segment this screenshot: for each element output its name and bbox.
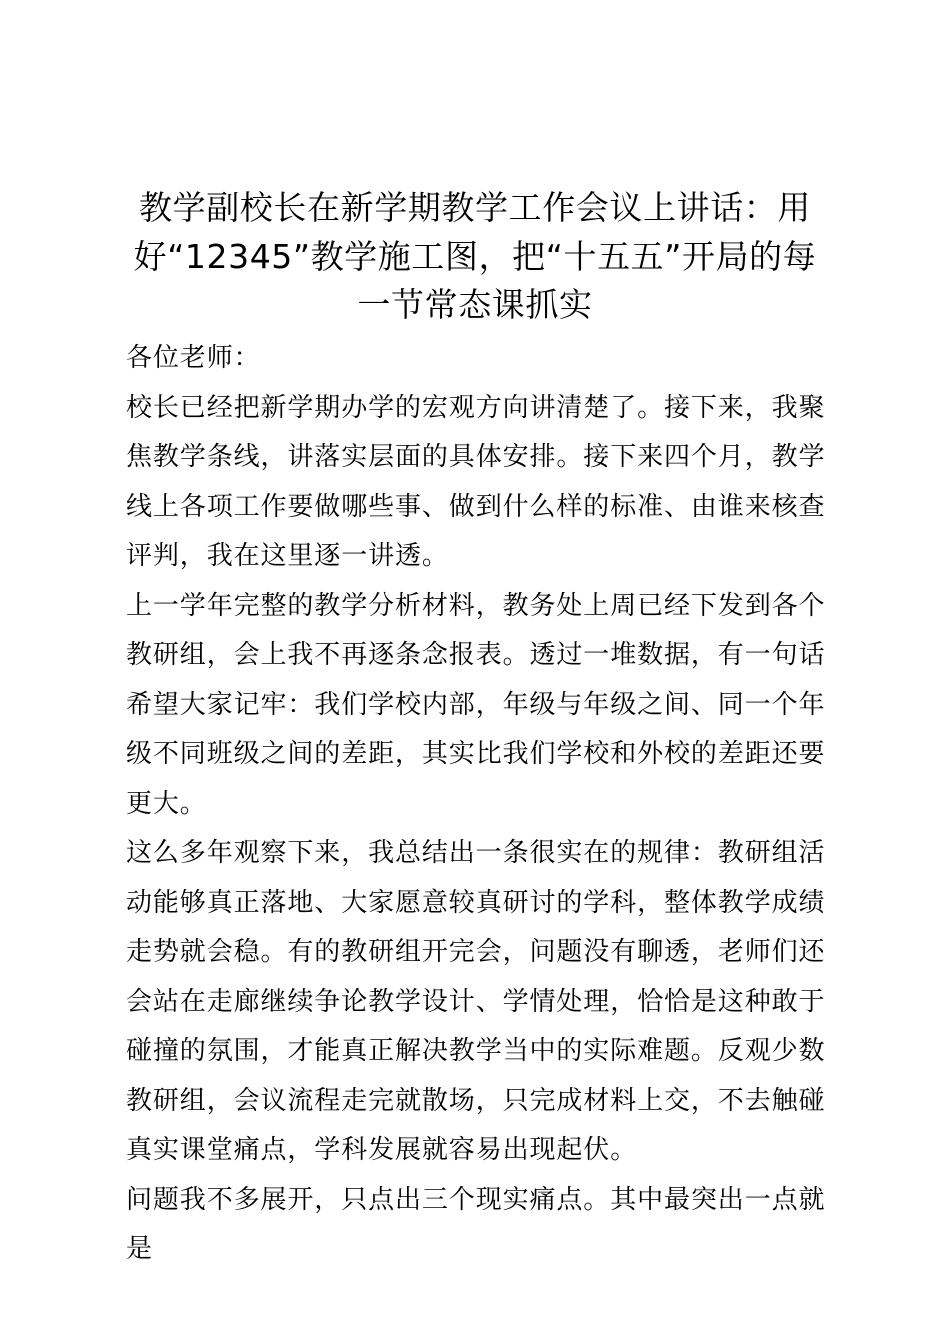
paragraph: 上一学年完整的教学分析材料，教务处上周已经下发到各个教研组，会上我不再逐条念报表。透过一堆数据，有一句话希望大家记牢：我们学校内部，年级与年级之间、同一个年级不同班级之间的差距，其实比我们学校和外校的差距还要更大。	[126, 590, 826, 819]
document-body	[126, 334, 838, 1275]
paragraph: 这么多年观察下来，我总结出一条很实在的规律：教研组活动能够真正落地、大家愿意较真研讨的学科，整体教学成绩走势就会稳。有的教研组开完会，问题没有聊透，老师们还会站在走廊继续争论教学设计、学情处理，恰恰是这种敢于碰撞的氛围，才能真正解决教学当中的实际难题。反观少数教研组，会议流程走完就散场，只完成材料上交，不去触碰真实课堂痛点，学科发展就容易出现起伏。	[126, 838, 826, 1165]
document-title: 教学副校长在新学期教学工作会议上讲话：用好“12345”教学施工图，把“十五五”开局的每一节常态课抓实	[133, 188, 817, 324]
salutation: 各位老师：	[126, 343, 261, 373]
paragraph: 校长已经把新学期办学的宏观方向讲清楚了。接下来，我聚焦教学条线，讲落实层面的具体安排。接下来四个月，教学线上各项工作要做哪些事、做到什么样的标准、由谁来核查评判，我在这里逐一讲透。	[126, 392, 826, 571]
paragraph: 问题我不多展开，只点出三个现实痛点。其中最突出一点就是	[126, 1184, 826, 1264]
